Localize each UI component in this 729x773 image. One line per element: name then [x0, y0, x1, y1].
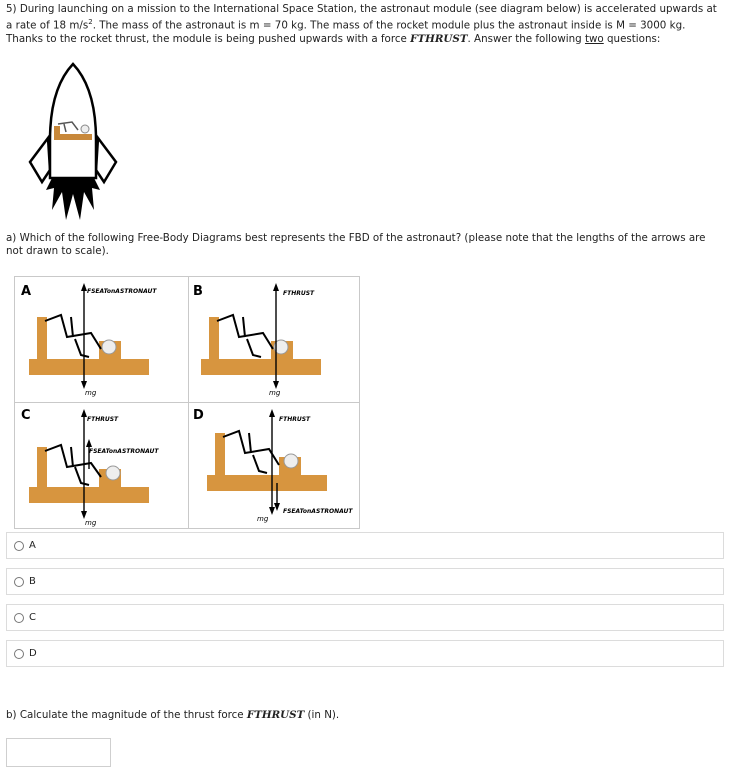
panel-d-top-label: FTHRUST [279, 416, 311, 423]
option-a[interactable] [6, 532, 724, 559]
force-thrust-symbol-b: FTHRUST [246, 709, 305, 721]
panel-a-bottom-label: mg [85, 389, 97, 397]
panel-c-letter: C [21, 408, 31, 423]
force-thrust-symbol: FTHRUST [410, 33, 468, 46]
panel-b-top-label: FTHRUST [283, 290, 315, 297]
part-a-text: a) Which of the following Free-Body Diagrams best represents the FBD of the astronaut? (please note that the lengths of the arrows are not drawn to scale). [6, 232, 706, 258]
answer-input[interactable] [6, 738, 111, 767]
radio-b[interactable] [14, 577, 24, 587]
panel-b-letter: B [193, 284, 203, 299]
fbd-panel-b [189, 277, 359, 402]
option-d-label: D [29, 648, 37, 659]
option-b[interactable] [6, 568, 724, 595]
option-d[interactable] [6, 640, 724, 667]
panel-c-bottom-label: mg [85, 519, 97, 527]
option-a-label: A [29, 540, 36, 551]
panel-c-mid-label: FSEATonASTRONAUT [89, 448, 159, 455]
question-text: 5) During launching on a mission to the International Space Station, the astronaut module (see diagram below) is accelerated upwards at a rate of 18 $m/s^2$. The mass of the astronaut is m = 70 kg. The mass of the rocket module plus the astronaut inside is M = 3000 kg. Thanks to the rocket thrust, the module is being pushed upwards with a force FTHRUST. Answer the following two questions: [6, 3, 717, 46]
fbd-panel-a [15, 277, 188, 402]
option-c-label: C [29, 612, 36, 623]
part-b-text: b) Calculate the magnitude of the thrust force FTHRUST (in N). [6, 709, 340, 721]
panel-d-right-label: FSEATonASTRONAUT [283, 508, 353, 515]
panel-a-letter: A [21, 284, 32, 299]
panel-a-top-label: FSEATonASTRONAUT [87, 288, 157, 295]
fbd-grid [14, 276, 360, 529]
option-c[interactable] [6, 604, 724, 631]
rocket-diagram [28, 60, 118, 230]
radio-c[interactable] [14, 613, 24, 623]
option-b-label: B [29, 576, 36, 587]
fbd-panel-d [189, 403, 359, 528]
radio-a[interactable] [14, 541, 24, 551]
panel-d-letter: D [193, 408, 204, 423]
radio-d[interactable] [14, 649, 24, 659]
panel-d-bottom-label: mg [257, 515, 269, 523]
panel-c-top-label: FTHRUST [87, 416, 119, 423]
fbd-panel-c [15, 403, 188, 528]
panel-b-bottom-label: mg [269, 389, 281, 397]
